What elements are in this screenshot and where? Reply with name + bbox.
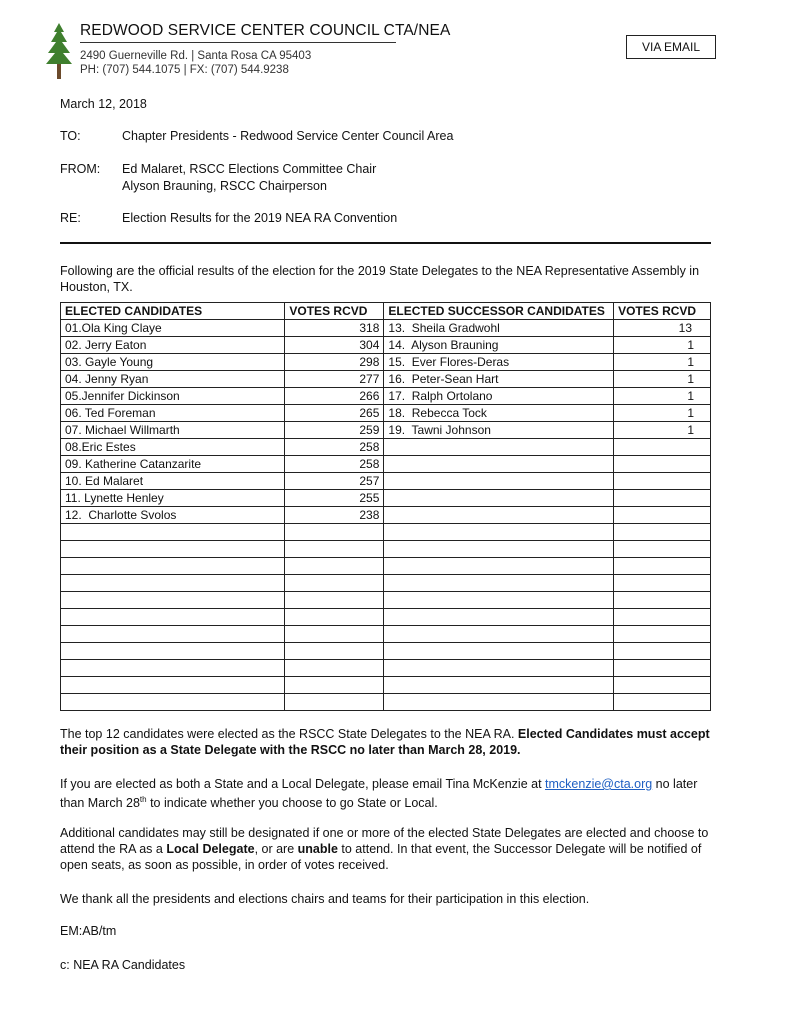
elected-name-cell: [61, 626, 285, 643]
successor-votes-cell: [614, 558, 711, 575]
table-row: [61, 354, 711, 371]
successor-name-cell: 19. Tawni Johnson: [384, 422, 614, 439]
header-separator: [60, 242, 711, 244]
org-name-underline: [80, 42, 396, 43]
para1-text: The top 12 candidates were elected as the RSCC State Delegates to the NEA RA.: [60, 727, 518, 741]
elected-votes-cell: 255: [285, 490, 384, 507]
elected-votes-cell: [285, 609, 384, 626]
table-row: [61, 405, 711, 422]
from-value-2: Alyson Brauning, RSCC Chairperson: [122, 179, 327, 193]
table-row: [61, 371, 711, 388]
elected-votes-cell: [285, 541, 384, 558]
elected-name-cell: [61, 524, 285, 541]
successor-votes-cell: [614, 575, 711, 592]
elected-votes-cell: [285, 626, 384, 643]
successor-name-cell: 18. Rebecca Tock: [384, 405, 614, 422]
elected-votes-cell: [285, 524, 384, 541]
re-label: RE:: [60, 211, 81, 225]
successor-name-cell: [384, 524, 614, 541]
successor-name-cell: [384, 643, 614, 660]
elected-votes-cell: 259: [285, 422, 384, 439]
elected-votes-cell: 257: [285, 473, 384, 490]
table-row: [61, 490, 711, 507]
para3-e: to attend. In that event, the Successor Delegate will be notified of open seats, as soon as possible, in order of votes received.: [60, 842, 702, 872]
elected-votes-cell: [285, 660, 384, 677]
successor-name-cell: [384, 558, 614, 575]
via-email-box: VIA EMAIL: [626, 35, 716, 59]
successor-name-cell: [384, 660, 614, 677]
successor-name-cell: 13. Sheila Gradwohl: [384, 320, 614, 337]
elected-name-cell: 06. Ted Foreman: [61, 405, 285, 422]
successor-name-cell: 17. Ralph Ortolano: [384, 388, 614, 405]
successor-votes-cell: 1: [614, 388, 711, 405]
from-value-1: Ed Malaret, RSCC Elections Committee Chair: [122, 162, 377, 176]
para3-b: Local Delegate: [166, 842, 255, 856]
elected-name-cell: [61, 558, 285, 575]
successor-votes-cell: [614, 439, 711, 456]
successor-name-cell: 15. Ever Flores-Deras: [384, 354, 614, 371]
to-label: TO:: [60, 129, 81, 143]
elected-name-cell: [61, 541, 285, 558]
table-row: [61, 626, 711, 643]
redwood-tree-logo: [44, 22, 74, 80]
elected-votes-cell: [285, 677, 384, 694]
elected-name-cell: 12. Charlotte Svolos: [61, 507, 285, 524]
successor-name-cell: 14. Alyson Brauning: [384, 337, 614, 354]
successor-name-cell: [384, 456, 614, 473]
successor-name-cell: [384, 626, 614, 643]
table-row: [61, 473, 711, 490]
table-row: [61, 660, 711, 677]
elected-votes-cell: 265: [285, 405, 384, 422]
successor-votes-cell: 1: [614, 422, 711, 439]
successor-name-cell: [384, 507, 614, 524]
org-address: 2490 Guerneville Rd. | Santa Rosa CA 95403: [80, 50, 312, 62]
org-phone-fax: PH: (707) 544.1075 | FX: (707) 544.9238: [80, 64, 289, 76]
email-link[interactable]: tmckenzie@cta.org: [545, 777, 653, 791]
col-header-successor-votes: VOTES RCVD: [614, 303, 711, 320]
successor-name-cell: [384, 575, 614, 592]
elected-name-cell: 07. Michael Willmarth: [61, 422, 285, 439]
elected-name-cell: 02. Jerry Eaton: [61, 337, 285, 354]
elected-name-cell: [61, 694, 285, 711]
table-row: [61, 439, 711, 456]
elected-name-cell: 08.Eric Estes: [61, 439, 285, 456]
elected-name-cell: [61, 609, 285, 626]
elected-votes-cell: [285, 592, 384, 609]
elected-votes-cell: [285, 558, 384, 575]
table-row: [61, 456, 711, 473]
table-row: [61, 388, 711, 405]
successor-votes-cell: [614, 677, 711, 694]
elected-name-cell: [61, 575, 285, 592]
org-name: REDWOOD SERVICE CENTER COUNCIL CTA/NEA: [80, 22, 451, 39]
para3-d: unable: [297, 842, 338, 856]
paragraph-thanks: We thank all the presidents and elections chairs and teams for their participation in this election.: [60, 892, 590, 906]
elected-name-cell: [61, 677, 285, 694]
table-row: [61, 694, 711, 711]
elected-name-cell: 11. Lynette Henley: [61, 490, 285, 507]
elected-name-cell: 04. Jenny Ryan: [61, 371, 285, 388]
successor-votes-cell: [614, 626, 711, 643]
table-row: [61, 677, 711, 694]
elected-votes-cell: 318: [285, 320, 384, 337]
successor-votes-cell: 1: [614, 405, 711, 422]
successor-name-cell: [384, 694, 614, 711]
para2-after: no later than March 28: [60, 777, 698, 811]
to-value: Chapter Presidents - Redwood Service Center Council Area: [122, 129, 454, 143]
results-table: [60, 302, 711, 711]
successor-votes-cell: 1: [614, 354, 711, 371]
successor-votes-cell: [614, 490, 711, 507]
successor-votes-cell: [614, 609, 711, 626]
successor-name-cell: [384, 592, 614, 609]
successor-name-cell: [384, 490, 614, 507]
successor-votes-cell: 1: [614, 337, 711, 354]
elected-votes-cell: 298: [285, 354, 384, 371]
table-row: [61, 320, 711, 337]
elected-name-cell: 01.Ola King Claye: [61, 320, 285, 337]
para3-a: Additional candidates may still be designated if one or more of the elected State Delegates are elected and choose to attend the RA as a: [60, 826, 709, 856]
elected-votes-cell: [285, 643, 384, 660]
paragraph-top-12: [60, 726, 715, 758]
successor-name-cell: 16. Peter-Sean Hart: [384, 371, 614, 388]
elected-name-cell: 05.Jennifer Dickinson: [61, 388, 285, 405]
para2-before: If you are elected as both a State and a Local Delegate, please email Tina McKenzie at: [60, 777, 546, 791]
successor-votes-cell: [614, 694, 711, 711]
table-row: [61, 592, 711, 609]
table-row: [61, 524, 711, 541]
paragraph-state-local: [60, 776, 715, 811]
para1-bold: Elected Candidates must accept their position as a State Delegate with the RSCC no later than March 28, 2019.: [60, 727, 710, 757]
successor-votes-cell: [614, 643, 711, 660]
table-row: [61, 507, 711, 524]
elected-name-cell: [61, 643, 285, 660]
intro-paragraph: Following are the official results of the election for the 2019 State Delegates to the NEA Representative Assembly in Houston, TX.: [60, 264, 700, 294]
table-header-row: [61, 303, 711, 320]
successor-name-cell: [384, 677, 614, 694]
elected-votes-cell: 277: [285, 371, 384, 388]
elected-votes-cell: 258: [285, 456, 384, 473]
successor-votes-cell: [614, 592, 711, 609]
elected-name-cell: 03. Gayle Young: [61, 354, 285, 371]
initials: EM:AB/tm: [60, 924, 117, 938]
memo-date: March 12, 2018: [60, 97, 147, 111]
para2-sup: th: [139, 795, 147, 804]
col-header-elected: ELECTED CANDIDATES: [61, 303, 285, 320]
table-row: [61, 558, 711, 575]
successor-votes-cell: [614, 524, 711, 541]
successor-votes-cell: 1: [614, 371, 711, 388]
col-header-successor: ELECTED SUCCESSOR CANDIDATES: [384, 303, 614, 320]
successor-votes-cell: 13: [614, 320, 711, 337]
table-row: [61, 541, 711, 558]
successor-name-cell: [384, 609, 614, 626]
successor-votes-cell: [614, 541, 711, 558]
successor-votes-cell: [614, 507, 711, 524]
elected-name-cell: [61, 592, 285, 609]
elected-votes-cell: [285, 575, 384, 592]
elected-votes-cell: [285, 694, 384, 711]
paragraph-additional: [60, 825, 715, 873]
table-row: [61, 643, 711, 660]
successor-votes-cell: [614, 473, 711, 490]
elected-votes-cell: 238: [285, 507, 384, 524]
successor-name-cell: [384, 439, 614, 456]
successor-name-cell: [384, 541, 614, 558]
table-row: [61, 337, 711, 354]
elected-name-cell: 09. Katherine Catanzarite: [61, 456, 285, 473]
para3-c: , or are: [254, 842, 298, 856]
successor-votes-cell: [614, 456, 711, 473]
re-value: Election Results for the 2019 NEA RA Convention: [122, 211, 398, 225]
elected-name-cell: [61, 660, 285, 677]
table-row: [61, 422, 711, 439]
elected-name-cell: 10. Ed Malaret: [61, 473, 285, 490]
elected-votes-cell: 258: [285, 439, 384, 456]
successor-votes-cell: [614, 660, 711, 677]
table-row: [61, 609, 711, 626]
elected-votes-cell: 266: [285, 388, 384, 405]
table-row: [61, 575, 711, 592]
cc-line: c: NEA RA Candidates: [60, 958, 186, 972]
col-header-votes: VOTES RCVD: [285, 303, 384, 320]
from-label: FROM:: [60, 162, 101, 176]
para2-end: to indicate whether you choose to go State or Local.: [146, 796, 438, 811]
elected-votes-cell: 304: [285, 337, 384, 354]
successor-name-cell: [384, 473, 614, 490]
